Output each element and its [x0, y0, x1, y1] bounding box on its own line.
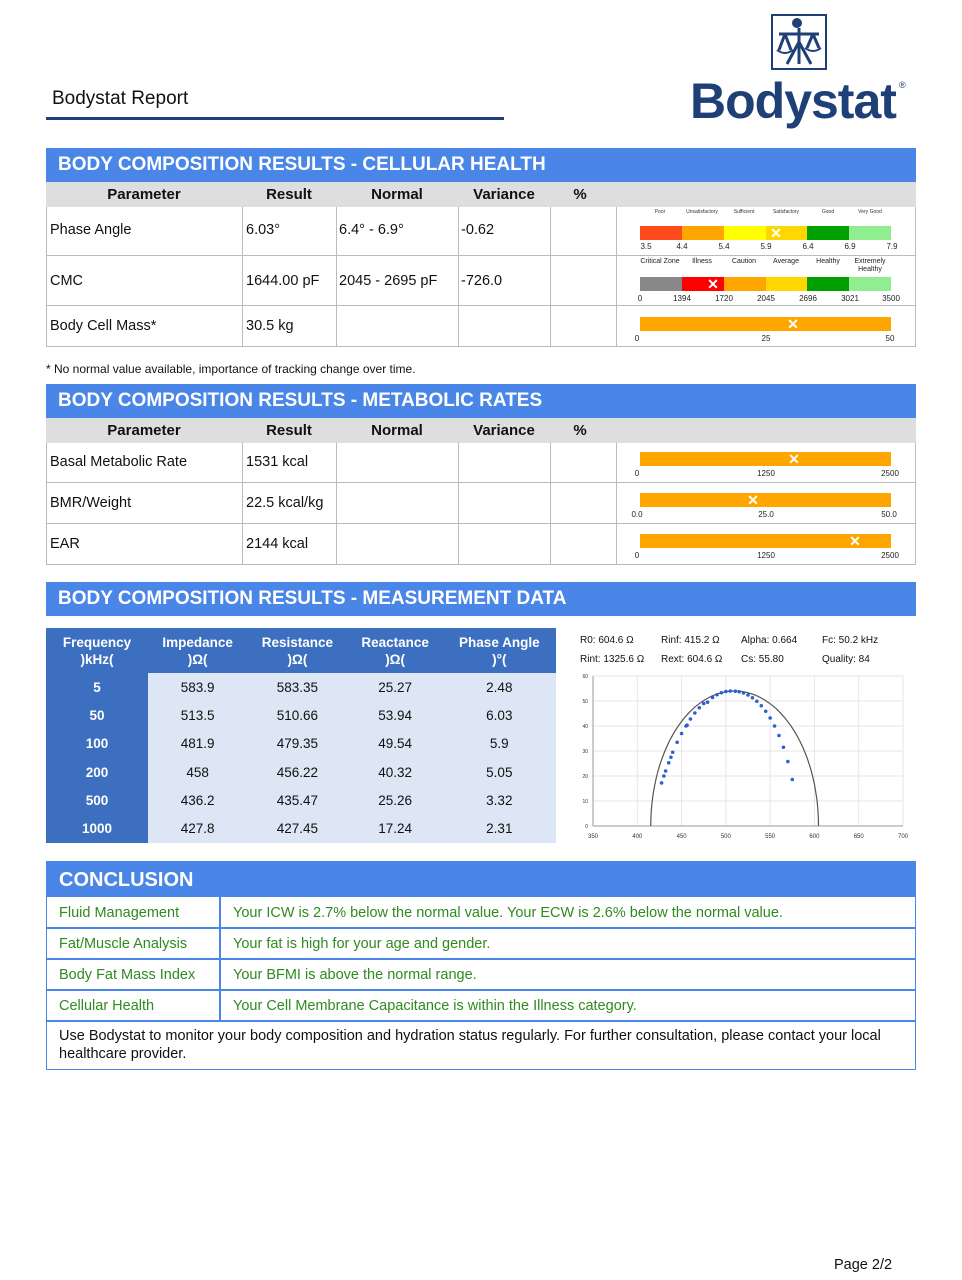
scale-tick: 0	[637, 294, 643, 303]
data-point	[755, 699, 759, 703]
data-point	[715, 693, 719, 697]
result-cmc: 1644.00 pF	[246, 273, 320, 289]
zone-bar-segment	[766, 277, 808, 291]
zone-label: Unsatisfactory	[686, 209, 718, 215]
table-cell: 583.9	[148, 673, 247, 701]
conclusion-title: CONCLUSION	[46, 861, 916, 897]
col-header-percent: %	[573, 186, 587, 203]
table-cell: 427.8	[148, 814, 247, 842]
scale-tick: 2500	[881, 469, 899, 478]
x-tick-label: 700	[897, 834, 909, 840]
table-row	[46, 673, 556, 701]
param-quality: Quality: 84	[822, 654, 870, 665]
table-cell: 583.35	[247, 673, 347, 701]
param-bmr: Basal Metabolic Rate	[50, 454, 188, 470]
variance-phase-angle: -0.62	[461, 222, 495, 238]
zone-label: Poor	[654, 209, 666, 215]
registered-mark: ®	[899, 80, 906, 90]
table-cell: 5.05	[443, 758, 556, 786]
scale-tick: 2500	[881, 551, 899, 560]
scale-tick: 2696	[799, 294, 817, 303]
y-tick-label: 60	[582, 674, 588, 680]
data-point	[675, 740, 679, 744]
col-header-variance: Variance	[473, 186, 535, 203]
phase-angle-marker-icon: ✕	[770, 225, 782, 241]
data-point	[680, 732, 684, 736]
zone-label: Critical Zone	[640, 258, 680, 265]
scale-tick: 6.4	[802, 242, 814, 251]
table-cell: 25.26	[348, 786, 443, 814]
bmr-weight-marker-icon: ✕	[747, 492, 759, 508]
data-point	[790, 778, 794, 782]
scale-tick: 50.0	[881, 510, 897, 519]
data-point	[693, 711, 697, 715]
col-header-result: Result	[266, 186, 312, 203]
data-point	[720, 691, 724, 695]
table-cell: 1000	[46, 814, 148, 842]
zone-bar-segment	[849, 277, 891, 291]
table-cell: 435.47	[247, 786, 347, 814]
zone-bar-segment	[807, 226, 849, 240]
scale-tick: 0	[634, 334, 640, 343]
cole-plot-chart	[575, 668, 915, 848]
table-cell: 5.9	[443, 730, 556, 758]
y-tick-label: 30	[582, 749, 588, 755]
table-cell: 458	[148, 758, 247, 786]
y-tick-label: 40	[582, 724, 588, 730]
conclusion-text: Your BFMI is above the normal range.	[233, 967, 477, 983]
zone-label: Very Good	[858, 209, 882, 215]
col-header-result: Result	[266, 422, 312, 439]
scale-tick: 1250	[757, 469, 775, 478]
param-body-cell-mass: Body Cell Mass*	[50, 318, 157, 334]
table-cell: 5	[46, 673, 148, 701]
scale-tick: 4.4	[676, 242, 688, 251]
cmc-marker-icon: ✕	[707, 276, 719, 292]
metabolic-section-title: BODY COMPOSITION RESULTS - METABOLIC RATES	[46, 384, 916, 418]
data-point	[706, 700, 710, 704]
x-tick-label: 400	[632, 834, 643, 840]
data-point	[764, 709, 768, 713]
x-tick-label: 600	[809, 834, 820, 840]
scale-tick: 3500	[882, 294, 900, 303]
table-cell: 17.24	[348, 814, 443, 842]
param-rinf: Rinf: 415.2 Ω	[661, 635, 720, 646]
data-point	[702, 702, 706, 706]
zone-bar-segment	[640, 226, 682, 240]
conclusion-label: Body Fat Mass Index	[59, 967, 196, 983]
result-phase-angle: 6.03°	[246, 222, 281, 238]
bmr-marker-icon: ✕	[788, 451, 800, 467]
conclusion-label: Fluid Management	[59, 905, 180, 921]
page-number: Page 2/2	[834, 1257, 893, 1273]
scale-tick: 5.4	[718, 242, 730, 251]
col-header-variance: Variance	[473, 422, 535, 439]
table-cell: 50	[46, 701, 148, 729]
data-point	[667, 761, 671, 765]
conclusion-text: Your Cell Membrane Capacitance is within the Illness category.	[233, 998, 637, 1014]
y-tick-label: 0	[585, 824, 588, 830]
table-cell: 100	[46, 730, 148, 758]
zone-label: Healthy	[816, 258, 840, 265]
table-cell: 53.94	[348, 701, 443, 729]
data-point	[728, 689, 732, 693]
scale-tick: 1720	[715, 294, 733, 303]
zone-bar-segment	[849, 226, 891, 240]
conclusion-label: Cellular Health	[59, 998, 155, 1014]
table-cell: 3.32	[443, 786, 556, 814]
param-r0: R0: 604.6 Ω	[580, 635, 634, 646]
report-title: Bodystat Report	[52, 88, 189, 109]
scale-tick: 0	[634, 551, 640, 560]
scale-tick: 0.0	[631, 510, 643, 519]
scale-tick: 1250	[757, 551, 775, 560]
scale-tick: 6.9	[844, 242, 856, 251]
conclusion-label: Fat/Muscle Analysis	[59, 936, 188, 952]
zone-bar-segment	[724, 226, 766, 240]
bcm-bar	[640, 317, 891, 331]
table-cell: 513.5	[148, 701, 247, 729]
normal-phase-angle: 6.4° - 6.9°	[339, 222, 404, 238]
scale-tick: 5.9	[760, 242, 772, 251]
table-row	[46, 758, 556, 786]
measurement-table	[46, 628, 556, 843]
table-cell: 6.03	[443, 701, 556, 729]
col-header-frequency: Frequency )kHz(	[46, 628, 148, 673]
zone-label: Average	[773, 258, 799, 265]
scale-tick: 0	[634, 469, 640, 478]
data-point	[786, 760, 790, 764]
table-row	[46, 814, 556, 842]
param-phase-angle: Phase Angle	[50, 222, 132, 238]
variance-cmc: -726.0	[461, 273, 503, 289]
table-row	[46, 730, 556, 758]
zone-label: Illness	[692, 258, 712, 265]
data-point	[782, 745, 786, 749]
data-point	[751, 696, 755, 700]
data-point	[733, 689, 737, 693]
table-cell: 2.31	[443, 814, 556, 842]
param-cs: Cs: 55.80	[741, 654, 784, 665]
y-tick-label: 20	[582, 774, 588, 780]
zone-label: Good	[821, 209, 835, 215]
metabolic-header-row	[46, 418, 916, 443]
table-cell: 436.2	[148, 786, 247, 814]
cellular-header-row	[46, 182, 916, 207]
param-rint: Rint: 1325.6 Ω	[580, 654, 645, 665]
scale-tick: 25	[761, 334, 771, 343]
data-point	[724, 690, 728, 694]
footnote: * No normal value available, importance of tracking change over time.	[46, 362, 416, 376]
bcm-marker-icon: ✕	[787, 316, 799, 332]
bodystat-logo-icon	[771, 14, 827, 70]
table-cell: 427.45	[247, 814, 347, 842]
x-tick-label: 450	[676, 834, 687, 840]
conclusion-text: Your ICW is 2.7% below the normal value. Your ECW is 2.6% below the normal value.	[233, 905, 783, 921]
data-point	[737, 690, 741, 694]
x-tick-label: 350	[587, 834, 599, 840]
param-rext: Rext: 604.6 Ω	[661, 654, 723, 665]
data-point	[742, 691, 746, 695]
brand-name: Bodystat	[690, 73, 896, 129]
zone-bar-segment	[724, 277, 766, 291]
bmr-weight-bar	[640, 493, 891, 507]
col-header-parameter: Parameter	[107, 422, 181, 439]
zone-label: Sufficient	[733, 209, 755, 215]
data-point	[662, 774, 666, 778]
zone-bar-segment	[682, 226, 724, 240]
fit-curve	[651, 691, 819, 826]
data-point	[773, 724, 777, 728]
table-cell: 2.48	[443, 673, 556, 701]
scale-tick: 2045	[757, 294, 775, 303]
zone-label: Satisfactory	[772, 209, 800, 215]
col-header-normal: Normal	[371, 422, 423, 439]
table-cell: 40.32	[348, 758, 443, 786]
ear-marker-icon: ✕	[849, 533, 861, 549]
conclusion-text: Your fat is high for your age and gender.	[233, 936, 491, 952]
param-fc: Fc: 50.2 kHz	[822, 635, 879, 646]
table-cell: 510.66	[247, 701, 347, 729]
scale-tick: 25.0	[758, 510, 774, 519]
result-ear: 2144 kcal	[246, 536, 309, 552]
data-point	[660, 781, 664, 785]
data-point	[671, 750, 675, 754]
scale-tick: 50	[885, 334, 895, 343]
col-header-resistance: Resistance )Ω(	[247, 628, 347, 673]
data-point	[711, 696, 715, 700]
data-point	[664, 769, 668, 773]
conclusion-footer: Use Bodystat to monitor your body composition and hydration status regularly. For further consultation, please contact your local healthcare provider.	[59, 1028, 881, 1062]
y-tick-label: 50	[582, 699, 588, 705]
data-point	[697, 706, 701, 710]
scale-tick: 7.9	[886, 242, 898, 251]
x-tick-label: 650	[853, 834, 864, 840]
col-header-normal: Normal	[371, 186, 423, 203]
scale-tick: 1394	[673, 294, 691, 303]
scale-tick: 3.5	[640, 242, 652, 251]
normal-cmc: 2045 - 2695 pF	[339, 273, 438, 289]
param-ear: EAR	[50, 536, 80, 552]
table-header-row	[46, 628, 556, 673]
table-cell: 456.22	[247, 758, 347, 786]
param-cmc: CMC	[50, 273, 84, 289]
col-header-reactance: Reactance )Ω(	[348, 628, 443, 673]
col-header-impedance: Impedance )Ω(	[148, 628, 247, 673]
x-tick-label: 500	[720, 834, 731, 840]
y-tick-label: 10	[582, 799, 588, 805]
col-header-parameter: Parameter	[107, 186, 181, 203]
result-bmr: 1531 kcal	[246, 454, 309, 470]
zone-label: Extremely Healthy	[854, 258, 886, 273]
cellular-section-title: BODY COMPOSITION RESULTS - CELLULAR HEALTH	[46, 148, 916, 182]
table-row	[46, 701, 556, 729]
table-cell: 25.27	[348, 673, 443, 701]
zone-bar-segment	[807, 277, 849, 291]
data-point	[689, 717, 693, 721]
title-rule	[46, 117, 504, 120]
table-cell: 49.54	[348, 730, 443, 758]
scale-tick: 3021	[841, 294, 859, 303]
data-point	[746, 693, 750, 697]
data-point	[759, 704, 763, 708]
measurement-section-title: BODY COMPOSITION RESULTS - MEASUREMENT DATA	[46, 582, 916, 616]
table-row	[46, 786, 556, 814]
x-tick-label: 550	[765, 834, 776, 840]
data-point	[669, 755, 673, 759]
data-point	[777, 734, 781, 738]
bmr-bar	[640, 452, 891, 466]
table-cell: 200	[46, 758, 148, 786]
zone-bar-segment	[640, 277, 682, 291]
table-cell: 481.9	[148, 730, 247, 758]
col-header-percent: %	[573, 422, 587, 439]
param-bmr-weight: BMR/Weight	[50, 495, 132, 511]
col-header-phase-angle: Phase Angle )°(	[443, 628, 556, 673]
table-cell: 500	[46, 786, 148, 814]
data-point	[685, 723, 689, 727]
param-alpha: Alpha: 0.664	[741, 635, 798, 646]
zone-label: Caution	[731, 258, 757, 265]
result-bmr-weight: 22.5 kcal/kg	[246, 495, 324, 511]
result-body-cell-mass: 30.5 kg	[246, 318, 294, 334]
table-cell: 479.35	[247, 730, 347, 758]
data-point	[768, 716, 772, 720]
